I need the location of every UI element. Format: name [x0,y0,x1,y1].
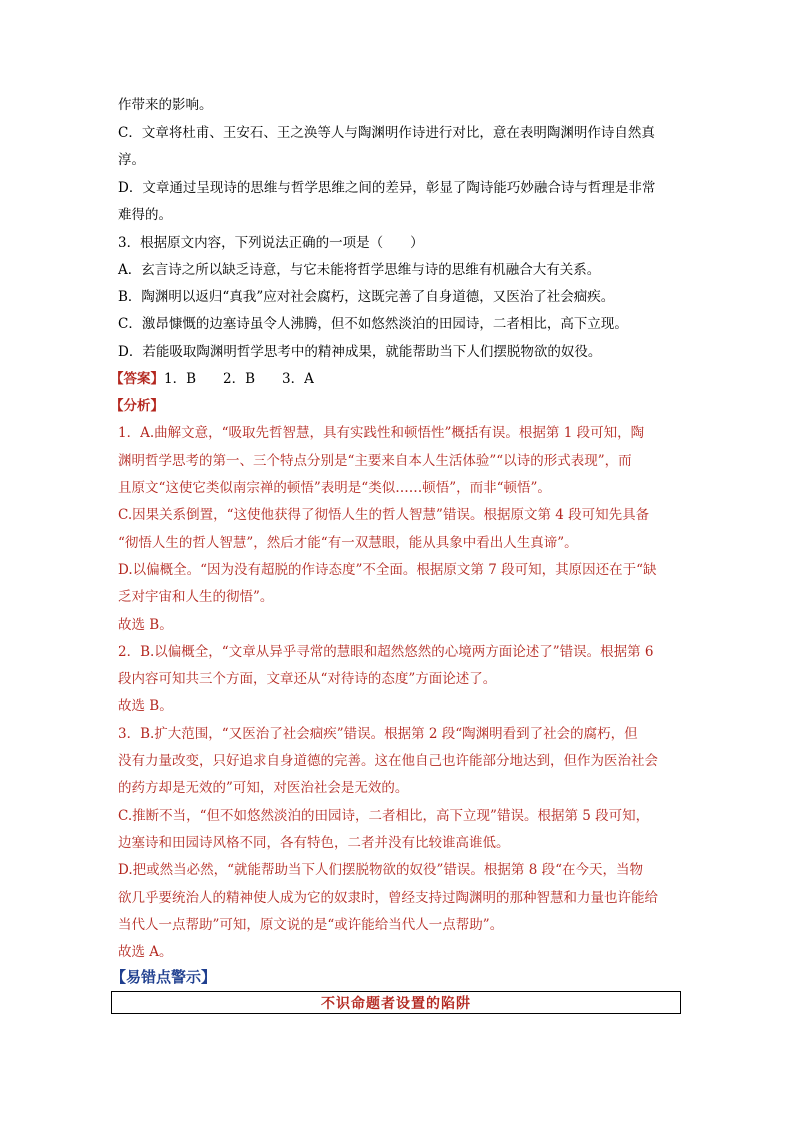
analysis-line: C.推断不当，“但不如悠然淡泊的田园诗，二者相比，高下立现”错误。根据第 5 段可知， [118,808,650,824]
analysis-line: 当代人一点帮助”可知，原文说的是“或许能给当代人一点帮助”。 [118,917,504,933]
analysis-label: 【分析】 [110,398,164,414]
analysis-line: 故选 B。 [118,617,173,633]
answer-text: 1．B 2．B 3．A [164,371,314,387]
analysis-line: 故选 B。 [118,698,173,714]
answer-label: 【答案】 [110,371,164,387]
warning-box-text: 不识命题者设置的陷阱 [321,995,471,1012]
question-3-stem: 3．根据原文内容，下列说法正确的一项是（ ） [118,235,424,251]
warning-section-title: 【易错点警示】 [111,968,217,986]
analysis-line: 故选 A。 [118,944,173,960]
text-line: 难得的。 [118,207,172,223]
analysis-line: 乏对宇宙和人生的彻悟”。 [118,589,274,605]
analysis-line: 1．A.曲解文意，“吸取先哲智慧，具有实践性和顿悟性”概括有误。根据第 1 段可知，陶 [118,425,645,441]
warning-table-header [111,991,681,1014]
analysis-line: C.因果关系倒置，“这使他获得了彻悟人生的哲人智慧”错误。根据原文第 4 段可知先具备 [118,507,650,523]
analysis-line: D.把或然当必然，“就能帮助当下人们摆脱物欲的奴役”错误。根据第 8 段“在今天，当物 [118,862,644,878]
question-3-option-d: D．若能吸取陶渊明哲学思考中的精神成果，就能帮助当下人们摆脱物欲的奴役。 [118,344,602,360]
text-line: D．文章通过呈现诗的思维与哲学思维之间的差异，彰显了陶诗能巧妙融合诗与哲理是非常 [118,180,656,196]
analysis-line: 的药方却是无效的”可知，对医治社会是无效的。 [118,780,409,796]
analysis-line: 没有力量改变，只好追求自身道德的完善。这在他自己也许能部分地达到，但作为医治社会 [118,753,658,769]
answer-line [110,371,314,387]
question-3-option-a: A．玄言诗之所以缺乏诗意，与它未能将哲学思维与诗的思维有机融合大有关系。 [118,262,601,278]
text-line: C．文章将杜甫、王安石、王之涣等人与陶渊明作诗进行对比，意在表明陶渊明作诗自然真 [118,125,655,141]
text-line: 作带来的影响。 [118,97,213,113]
analysis-line: 段内容可知共三个方面，文章还从“对待诗的态度”方面论述了。 [118,671,497,687]
analysis-line: 2．B.以偏概全，“文章从异乎寻常的慧眼和超然悠然的心境两方面论述了”错误。根据第 6 [118,644,654,660]
analysis-line: 渊明哲学思考的第一、三个特点分别是“主要来自本人生活体验”“以诗的形式表现”，而 [118,453,632,469]
analysis-line: “彻悟人生的哲人智慧”，然后才能“有一双慧眼，能从具象中看出人生真谛”。 [118,535,578,551]
analysis-line: 边塞诗和田园诗风格不同，各有特色，二者并没有比较谁高谁低。 [118,835,510,851]
analysis-line: 3．B.扩大范围，“又医治了社会痼疾”错误。根据第 2 段“陶渊明看到了社会的腐朽，但 [118,726,638,742]
analysis-line: D.以偏概全。“因为没有超脱的作诗态度”不全面。根据原文第 7 段可知，其原因还在于“缺 [118,562,657,578]
text-line: 淳。 [118,152,145,168]
question-3-option-c: C．激昂慷慨的边塞诗虽令人沸腾，但不如悠然淡泊的田园诗，二者相比，高下立现。 [118,316,628,332]
analysis-line: 欲几乎要统治人的精神使人成为它的奴隶时，曾经支持过陶渊明的那种智慧和力量也许能给 [118,890,658,906]
analysis-line: 且原文“这使它类似南宗禅的顿悟”表明是“类似……顿悟”，而非“顿悟”。 [118,480,551,496]
question-3-option-b: B．陶渊明以返归“真我”应对社会腐朽，这既完善了自身道德，又医治了社会痼疾。 [118,289,615,305]
